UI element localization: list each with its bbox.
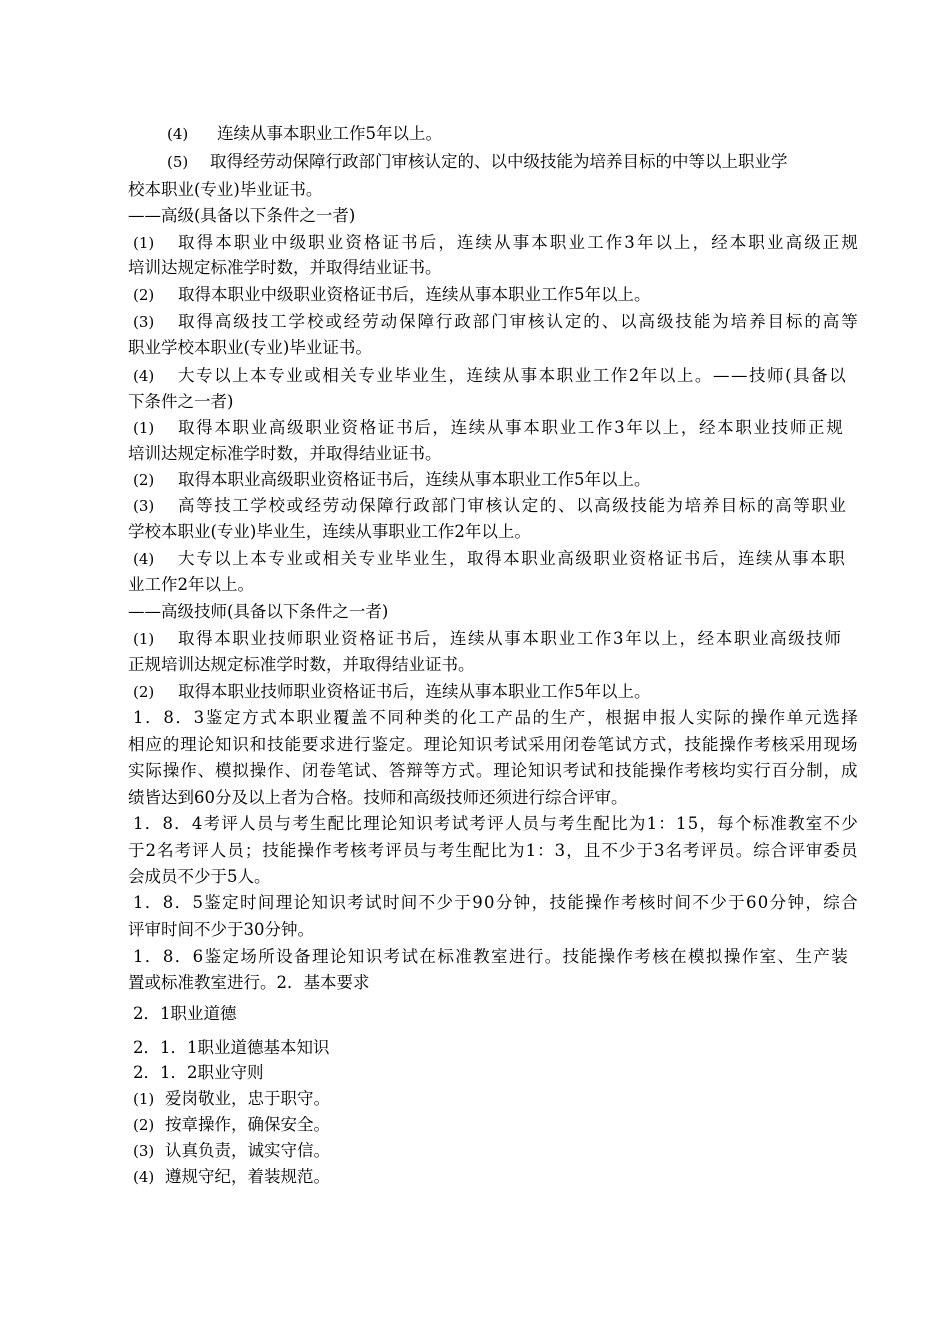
- technician-item-1: (1) 取 得 本 职 业 高 级 职 业 资 格 证 书 后 ， 连 续 从 事 本 职 业 工 作 3 年 以 上 ， 经 本 职 业 技 师 正 规: [133, 418, 843, 437]
- technician-item-3-cont: 学校本职业(专业)毕业生，连续从事职业工作2年以上。: [128, 522, 531, 541]
- heading-technician: 下条件之一者): [128, 392, 234, 411]
- senior-technician-item-1-cont: 正规培训达规定标准学时数，并取得结业证书。: [128, 655, 475, 674]
- code-item-3: (3) 认真负责，诚实守信。: [133, 1141, 330, 1160]
- technician-item-1-cont: 培训达规定标准学时数，并取得结业证书。: [128, 444, 442, 463]
- senior-item-3-cont: 职业学校本职业(专业)毕业证书。: [128, 338, 372, 357]
- section-1-8-6-line-2: 置或标准教室进行。2．基本要求: [128, 973, 370, 992]
- item-5-continuation: 校本职业(专业)毕业证书。: [128, 180, 323, 199]
- section-2-1-2-heading: 2．1．2职业守则: [133, 1063, 264, 1082]
- technician-item-4: (4) 大 专 以 上 本 专 业 或 相 关 专 业 毕 业 生 ， 取 得 本 职 业 高 级 职 业 资 格 证 书 后 ， 连 续 从 事 本 职: [133, 549, 845, 568]
- item-number: (4): [133, 1168, 155, 1186]
- item-number: (2): [133, 471, 155, 489]
- item-4-duration: (4) 连续从事本职业工作5年以上。: [167, 124, 442, 143]
- heading-senior-technician: ——高级技师(具备以下条件之一者): [128, 602, 389, 621]
- item-number: (1): [133, 419, 155, 437]
- item-number: (3): [133, 497, 155, 515]
- senior-technician-item-2: (2) 取得本职业技师职业资格证书后，连续从事本职业工作5年以上。: [133, 682, 651, 701]
- item-number: (4): [167, 125, 189, 143]
- section-1-8-3-line-1: 1 ． 8 ． 3 鉴 定 方 式 本 职 业 覆 盖 不 同 种 类 的 化 工 产 品 的 生 产 ， 根 据 申 报 人 实 际 的 操 作 单 元 选 择: [133, 708, 858, 727]
- item-number: (4): [133, 367, 155, 385]
- section-2-1-heading: 2．1职业道德: [133, 1004, 237, 1023]
- item-number: (4): [133, 550, 155, 568]
- section-1-8-4-line-3: 会成员不少于5人。: [128, 867, 271, 886]
- item-number: (2): [133, 286, 155, 304]
- heading-senior: ——高级(具备以下条件之一者): [128, 206, 356, 225]
- section-1-8-3-line-2: 相 应 的 理 论 知 识 和 技 能 要 求 进 行 鉴 定 。 理 论 知 识 考 试 采 用 闭 卷 笔 试 方 式 ， 技 能 操 作 考 核 采 用 现 场: [128, 735, 858, 754]
- senior-item-1: (1) 取 得 本 职 业 中 级 职 业 资 格 证 书 后 ， 连 续 从 事 本 职 业 工 作 3 年 以 上 ， 经 本 职 业 高 级 正 规: [133, 233, 858, 252]
- section-2-1-1-heading: 2．1．1职业道德基本知识: [133, 1038, 330, 1057]
- section-1-8-4-line-1: 1 ． 8 ． 4 考 评 人 员 与 考 生 配 比 理 论 知 识 考 试 考 评 人 员 与 考 生 配 比 为 1 ： 1 5 ， 每 个 标 准 教 室 不 少: [133, 814, 858, 833]
- senior-item-2: (2) 取得本职业中级职业资格证书后，连续从事本职业工作5年以上。: [133, 285, 651, 304]
- item-number: (3): [133, 1142, 155, 1160]
- item-number: (2): [133, 1116, 155, 1134]
- section-1-8-5-line-2: 评审时间不少于30分钟。: [128, 920, 314, 939]
- technician-item-3: (3) 高 等 技 工 学 校 或 经 劳 动 保 障 行 政 部 门 审 核 认 定 的 、 以 高 级 技 能 为 培 养 目 标 的 高 等 职 业: [133, 496, 846, 515]
- senior-technician-item-1: (1) 取 得 本 职 业 技 师 职 业 资 格 证 书 后 ， 连 续 从 事 本 职 业 工 作 3 年 以 上 ， 经 本 职 业 高 级 技 师: [133, 629, 841, 648]
- senior-item-4: (4) 大 专 以 上 本 专 业 或 相 关 专 业 毕 业 生 ， 连 续 从 事 本 职 业 工 作 2 年 以 上 。 — — 技 师 ( 具 备 以: [133, 366, 846, 385]
- code-item-2: (2) 按章操作，确保安全。: [133, 1115, 330, 1134]
- item-5-certificate: (5) 取得经劳动保障行政部门审核认定的、以中级技能为培养目标的中等以上职业学: [167, 152, 788, 171]
- item-number: (1): [133, 234, 155, 252]
- technician-item-4-cont: 业工作2年以上。: [128, 575, 254, 594]
- senior-item-3: (3) 取 得 高 级 技 工 学 校 或 经 劳 动 保 障 行 政 部 门 审 核 认 定 的 、 以 高 级 技 能 为 培 养 目 标 的 高 等: [133, 312, 858, 331]
- item-number: (2): [133, 683, 155, 701]
- section-1-8-3-line-4: 绩皆达到60分及以上者为合格。技师和高级技师还须进行综合评审。: [128, 788, 628, 807]
- section-1-8-5-line-1: 1 ． 8 ． 5 鉴 定 时 间 理 论 知 识 考 试 时 间 不 少 于 9 0 分 钟 ， 技 能 操 作 考 核 时 间 不 少 于 6 0 分 钟 ， 综 合: [133, 893, 858, 912]
- item-number: (1): [133, 1090, 155, 1108]
- item-number: (5): [167, 153, 189, 171]
- technician-item-2: (2) 取得本职业高级职业资格证书后，连续从事本职业工作5年以上。: [133, 470, 651, 489]
- section-1-8-3-line-3: 实 际 操 作 、 模 拟 操 作 、 闭 卷 笔 试 、 答 辩 等 方 式 。 理 论 知 识 考 试 和 技 能 操 作 考 核 均 实 行 百 分 制 ， 成: [128, 761, 858, 780]
- code-item-4: (4) 遵规守纪，着装规范。: [133, 1167, 330, 1186]
- item-number: (1): [133, 630, 155, 648]
- section-1-8-6-line-1: 1 ． 8 ． 6 鉴 定 场 所 设 备 理 论 知 识 考 试 在 标 准 教 室 进 行 。 技 能 操 作 考 核 在 模 拟 操 作 室 、 生 产 装: [133, 947, 848, 966]
- senior-item-1-cont: 培训达规定标准学时数，并取得结业证书。: [128, 258, 442, 277]
- code-item-1: (1) 爱岗敬业，忠于职守。: [133, 1089, 330, 1108]
- section-1-8-4-line-2: 于 2 名 考 评 人 员 ； 技 能 操 作 考 核 考 评 员 与 考 生 配 比 为 1 ： 3 ， 且 不 少 于 3 名 考 评 员 。 综 合 评 审 委 员: [128, 841, 858, 860]
- item-number: (3): [133, 313, 155, 331]
